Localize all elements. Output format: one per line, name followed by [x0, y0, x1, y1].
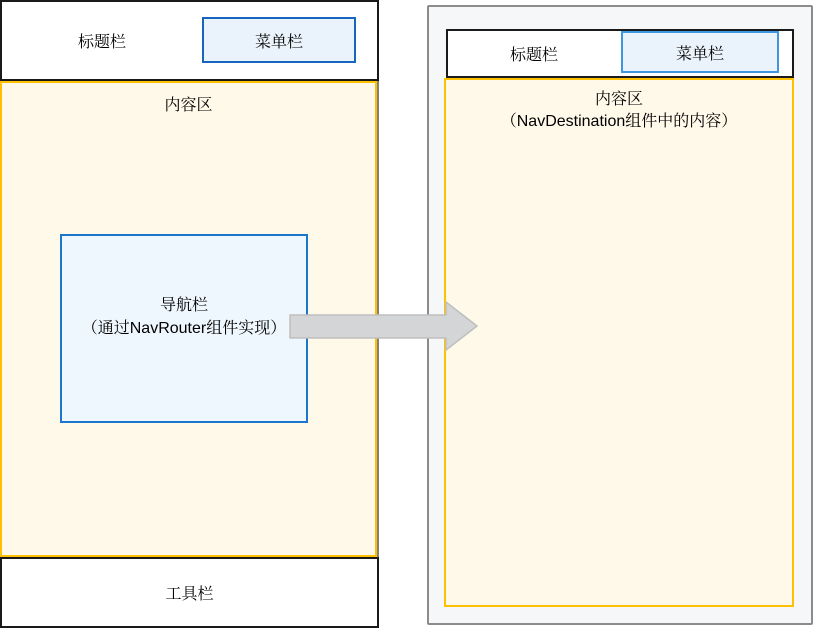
left-menu-bar-button[interactable]	[202, 17, 356, 63]
right-content-area-subtitle: （NavDestination组件中的内容）	[500, 113, 738, 130]
right-content-area	[444, 78, 794, 607]
nav-router-box-title: 导航栏	[159, 297, 208, 314]
nav-router-box[interactable]	[60, 234, 308, 423]
left-toolbar-label: 工具栏	[165, 586, 214, 603]
left-title-bar-label: 标题栏	[77, 34, 126, 51]
left-content-area-label: 内容区	[164, 97, 213, 114]
right-title-bar	[446, 29, 794, 78]
right-title-bar-label: 标题栏	[509, 47, 558, 64]
right-menu-bar-button-label: 菜单栏	[675, 45, 724, 63]
left-title-bar	[0, 0, 379, 81]
left-menu-bar-button-label: 菜单栏	[254, 33, 303, 51]
right-menu-bar-button[interactable]	[621, 31, 779, 73]
left-toolbar	[0, 557, 379, 628]
nav-router-box-subtitle: （通过NavRouter组件实现）	[81, 320, 287, 337]
right-content-area-title: 内容区	[594, 91, 643, 108]
route-transition-arrow-icon	[280, 293, 490, 363]
